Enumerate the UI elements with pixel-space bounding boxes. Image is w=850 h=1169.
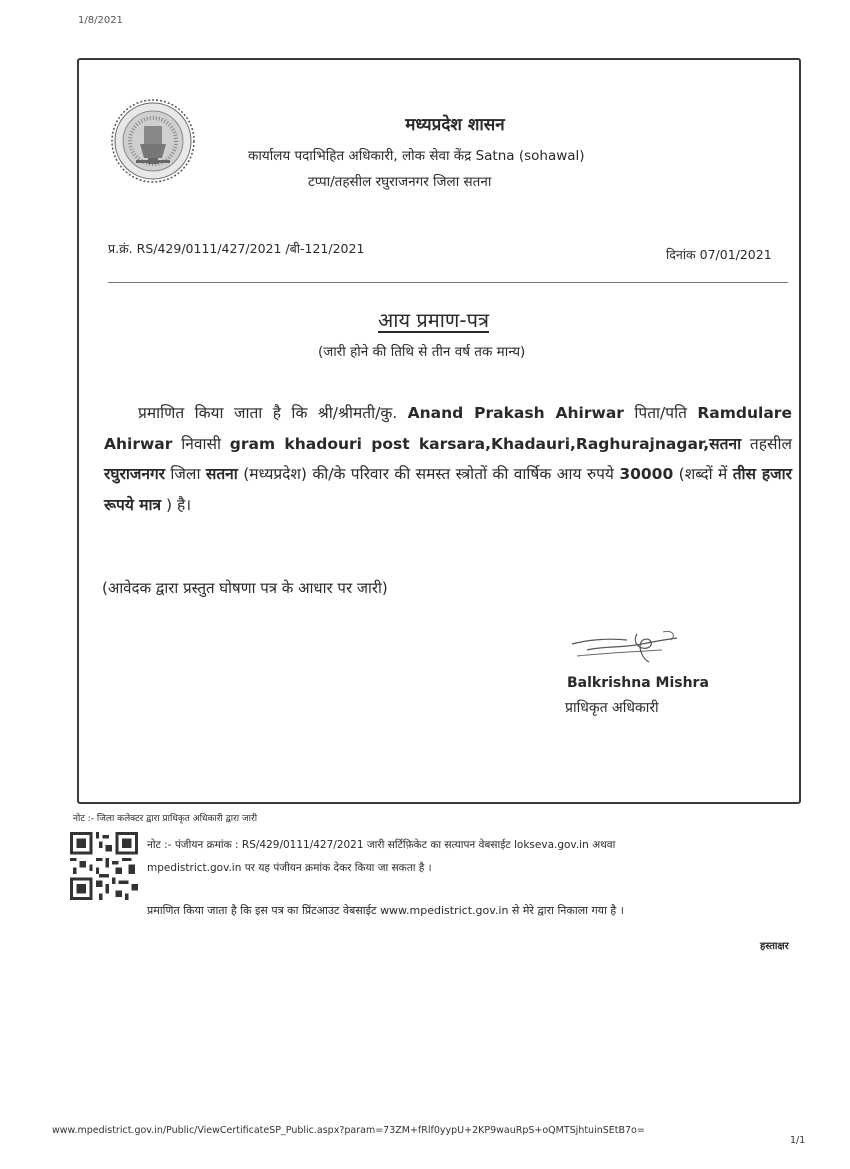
issued-basis-note: (आवेदक द्वारा प्रस्तुत घोषणा पत्र के आधार पर जारी)	[102, 579, 388, 597]
printout-note: प्रमाणित किया जाता है कि इस पत्र का प्रिंटआउट वेबसाईट www.mpedistrict.gov.in से मेरे द्वारा निकाला गया है ।	[147, 904, 624, 917]
government-title: मध्यप्रदेश शासन	[405, 115, 505, 135]
body-district: सतना	[205, 465, 238, 483]
collector-note: नोट :- जिला कलेक्टर द्वारा प्राधिकृत अधिकारी द्वारा जारी	[73, 814, 258, 824]
signatory-name: Balkrishna Mishra	[567, 675, 709, 691]
footer-url: www.mpedistrict.gov.in/Public/ViewCertificateSP_Public.aspx?param=73ZM+fRlf0yypU+2KP9wauRpS+oQMTSjhtuinSEtB7o=	[52, 1125, 645, 1136]
tehsil-district: टप्पा/तहसील रघुराजनगर जिला सतना	[308, 174, 492, 190]
officer-signature	[567, 628, 687, 670]
income-amount: 30000	[619, 465, 674, 483]
body-text-3: निवासी	[181, 434, 221, 453]
body-text-7: (शब्दों में	[678, 465, 728, 483]
income-amount-words: तीस हजार रूपये मात्र	[104, 465, 792, 514]
issue-date: दिनांक 07/01/2021	[666, 247, 772, 262]
page-number: 1/1	[790, 1135, 806, 1146]
header-divider	[108, 282, 788, 283]
certificate-title: आय प्रमाण-पत्र	[378, 308, 489, 332]
body-text-1: प्रमाणित किया जाता है कि श्री/श्रीमती/कु.	[138, 404, 398, 422]
reference-number: प्र.क्रं. RS/429/0111/427/2021 /बी-121/2021	[108, 241, 365, 256]
body-text-5: जिला	[170, 465, 201, 483]
signature-label: हस्ताक्षर	[760, 941, 789, 952]
body-text-4: तहसील	[749, 434, 792, 453]
body-text-2: पिता/पति	[634, 404, 687, 422]
body-tehsil: रघुराजनगर	[104, 465, 166, 483]
validity-note: (जारी होने की तिथि से तीन वर्ष तक मान्य)	[318, 344, 526, 360]
verification-note-line2: mpedistrict.gov.in पर यह पंजीयन क्रमांक देकर किया जा सकता है ।	[147, 862, 432, 874]
office-name: कार्यालय पदाभिहित अधिकारी, लोक सेवा केंद्र Satna (sohawal)	[248, 148, 585, 164]
certificate-body	[104, 398, 792, 520]
applicant-address: gram khadouri post karsara,Khadauri,Raghurajnagar,सतना	[229, 434, 742, 453]
print-date: 1/8/2021	[78, 15, 123, 26]
body-text-8: ) है।	[166, 495, 192, 514]
qr-code-icon	[70, 832, 138, 900]
applicant-name: Anand Prakash Ahirwar	[407, 404, 624, 422]
father-name: Ramdulare Ahirwar	[104, 404, 792, 453]
body-text-6: (मध्यप्रदेश) की/के परिवार की समस्त स्त्रोतों की वार्षिक आय रुपये	[243, 465, 614, 483]
verification-note-line1: नोट :- पंजीयन क्रमांक : RS/429/0111/427/2021 जारी सर्टिफ़िकेट का सत्यापन वेबसाईट lokseva.gov.in अथवा	[147, 839, 616, 851]
signatory-designation: प्राधिकृत अधिकारी	[565, 700, 659, 716]
mp-government-seal-icon	[110, 98, 196, 184]
